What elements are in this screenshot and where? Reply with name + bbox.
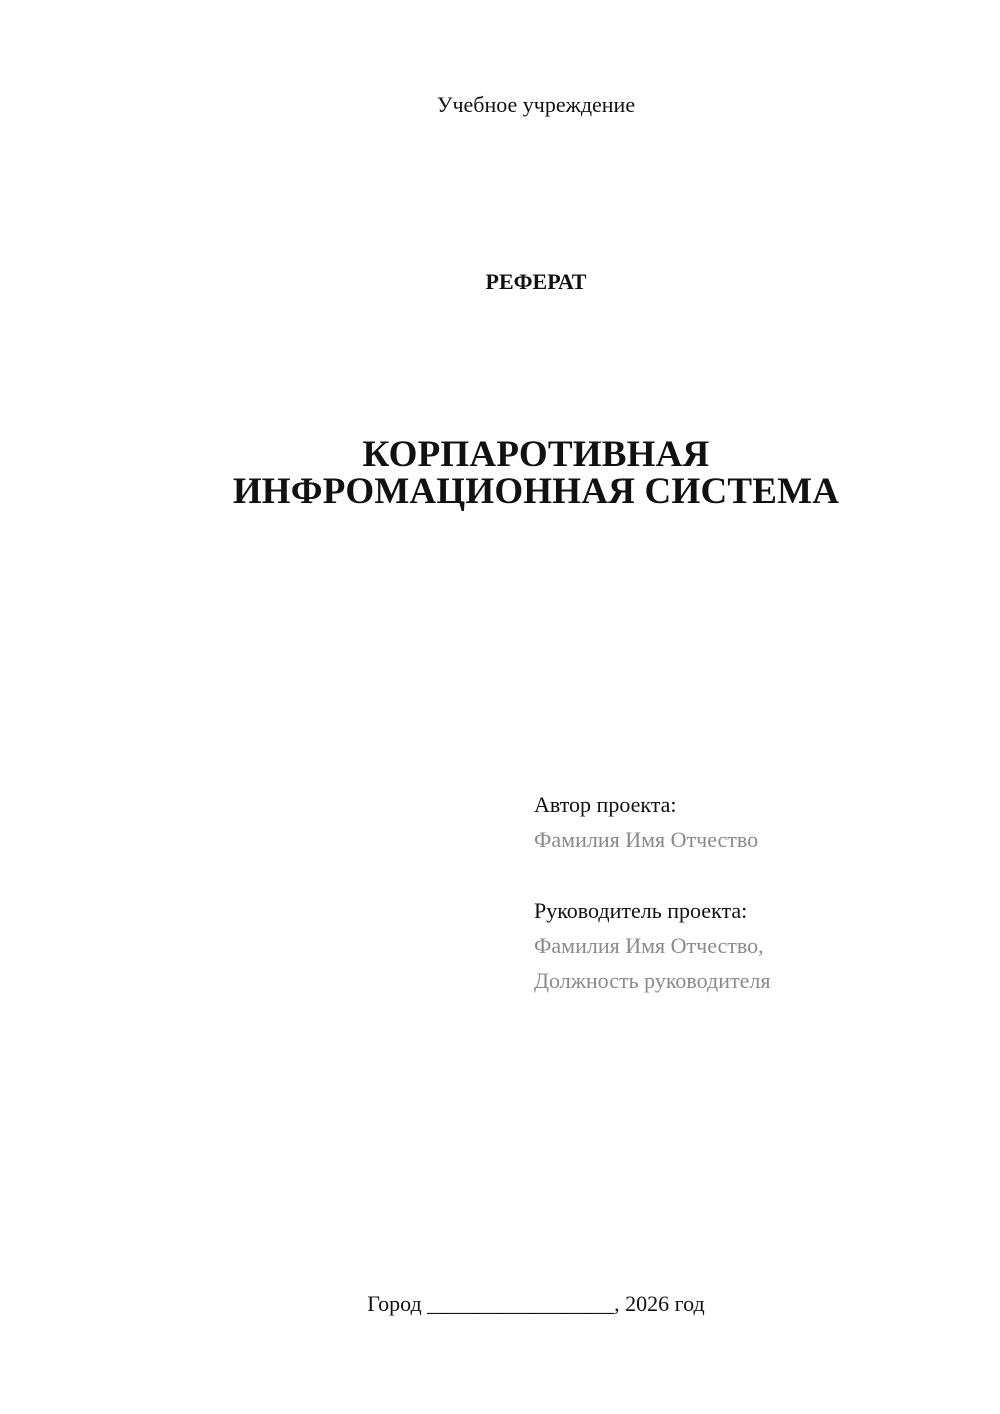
title-line-1: КОРПАРОТИВНАЯ [362,434,710,475]
author-name-placeholder: Фамилия Имя Отчество [534,827,759,852]
supervisor-label: Руководитель проекта: [534,898,748,923]
title-line-2: ИНФРОМАЦИОННАЯ СИСТЕМА [232,471,840,512]
supervisor-name-placeholder: Фамилия Имя Отчество, [534,933,764,958]
city-blank: _________________ [427,1291,615,1316]
year-text: , 2026 год [614,1291,705,1316]
author-label: Автор проекта: [534,792,677,817]
document-title [36,436,1000,510]
city-label: Город [367,1291,422,1316]
section-spacer [534,857,934,893]
document-type: РЕФЕРАТ [485,269,587,294]
supervisor-position-placeholder: Должность руководителя [534,968,771,993]
city-year-line [36,1289,1000,1319]
institution-name: Учебное учреждение [436,92,636,117]
project-info [534,787,934,998]
